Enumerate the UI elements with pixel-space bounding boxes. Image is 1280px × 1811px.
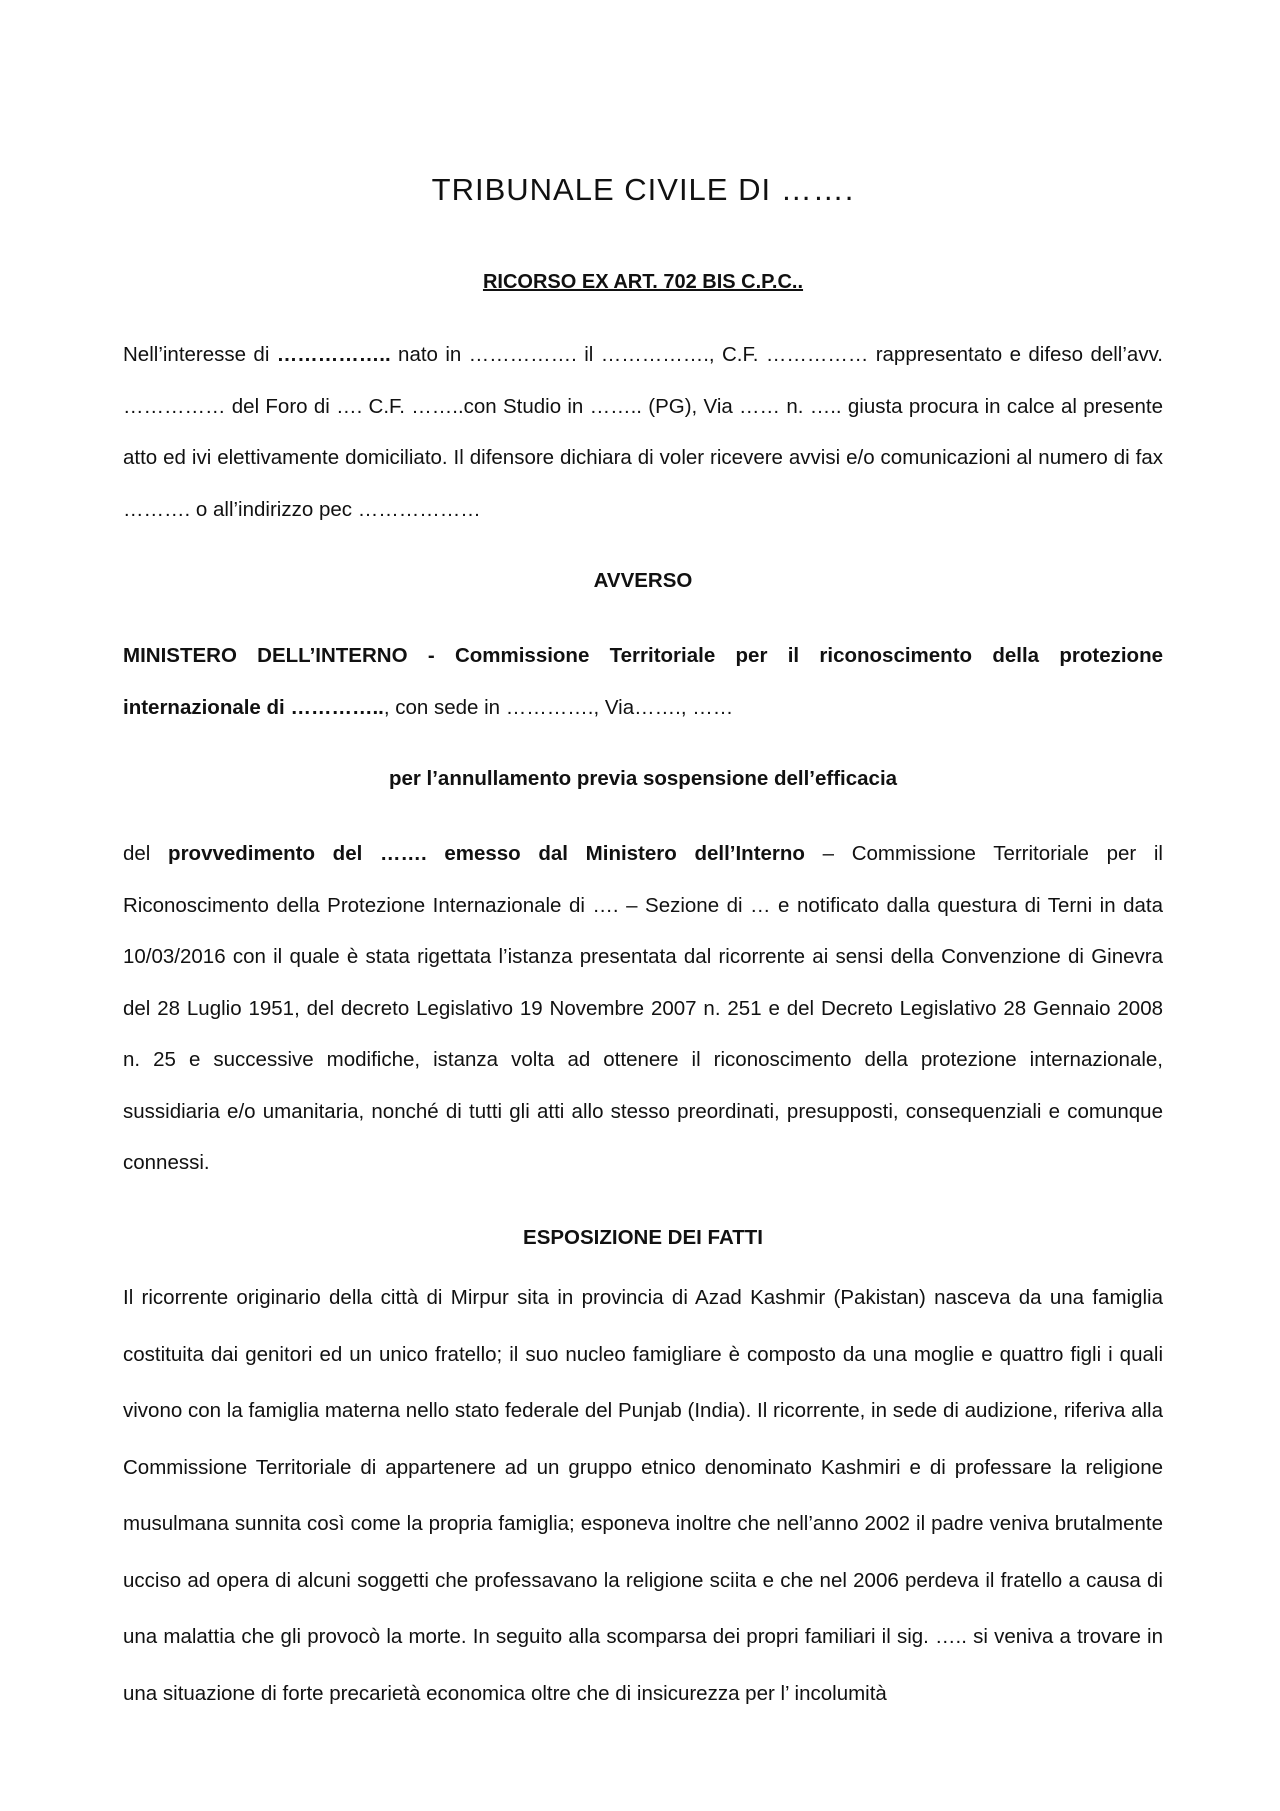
provvedimento-text-1: del (123, 842, 169, 865)
provvedimento-paragraph (123, 828, 1163, 1189)
respondent-address: , con sede in …………., Via……., …… (383, 695, 734, 719)
fatti-paragraph: Il ricorrente originario della città di Mirpur sita in provincia di Azad Kashmir (Pakistan) nasceva da una famiglia costituita dai genitori ed un unico fratello; il suo nucleo famigliare è composto da una moglie e quattro figli i quali vivono con la famiglia materna nello stato federale del Punjab (India). Il ricorrente, in sede di audizione, riferiva alla Commissione Territoriale di appartenere ad un gruppo etnico denominato Kashmiri e di professare la religione musulmana sunnita così come la propria famiglia; esponeva inoltre che nell’anno 2002 il padre veniva brutalmente ucciso ad opera di alcuni soggetti che professavano la religione sciita e che nel 2006 perdeva il fratello a causa di una malattia che gli provocò la morte. In seguito alla scomparsa dei propri familiari il sig. ….. si veniva a trovare in una situazione di forte precarietà economica oltre che di insicurezza per l’ incolumità (123, 1286, 1163, 1705)
intro-text-2: nato in ……………. il ……………., C.F. …………… rappresentato e difeso dell’avv. …………… del Foro di …. C.F. ……..con Studio in …….. (PG), Via …… n. ….. giusta procura in calce al presente atto ed ivi elettivamente domiciliato. Il difensore dichiara di voler ricevere avvisi e/o comunicazioni al numero di fax ………. o all’indirizzo pec ……………… (123, 343, 1163, 521)
intro-paragraph (123, 329, 1163, 535)
provvedimento-text-2: – Commissione Territoriale per il Riconoscimento della Protezione Internazionale di …. – Sezione di … e notificato dalla questura di Terni in data 10/03/2016 con il quale è stata rigettata l’istanza presentata dal ricorrente ai sensi della Convenzione di Ginevra del 28 Luglio 1951, del decreto Legislativo 19 Novembre 2007 n. 251 e del Decreto Legislativo 28 Gennaio 2008 n. 25 e successive modifiche, istanza volta ad ottenere il riconoscimento della protezione internazionale, sussidiaria e/o umanitaria, nonché di tutti gli atti allo stesso preordinati, presupposti, consequenziali e comunque connessi. (123, 842, 1163, 1174)
document-title: TRIBUNALE CIVILE DI ……. (431, 172, 855, 207)
intro-client-name: …………….. (276, 343, 391, 366)
avverso-heading: AVVERSO (593, 569, 693, 592)
provvedimento-bold: provvedimento del ……. emesso dal Ministero dell’Interno (168, 842, 805, 865)
annullamento-heading: per l’annullamento previa sospensione dell’efficacia (388, 767, 898, 790)
fatti-heading: ESPOSIZIONE DEI FATTI (523, 1226, 763, 1249)
document-subtitle: RICORSO EX ART. 702 BIS C.P.C.. (482, 271, 804, 293)
respondent-name: MINISTERO DELL’INTERNO - Commissione Territoriale per il riconoscimento della protezione internazionale di ………….. (123, 644, 1163, 719)
respondent-paragraph (123, 630, 1163, 733)
intro-text-1: Nell’interesse di (123, 343, 277, 366)
